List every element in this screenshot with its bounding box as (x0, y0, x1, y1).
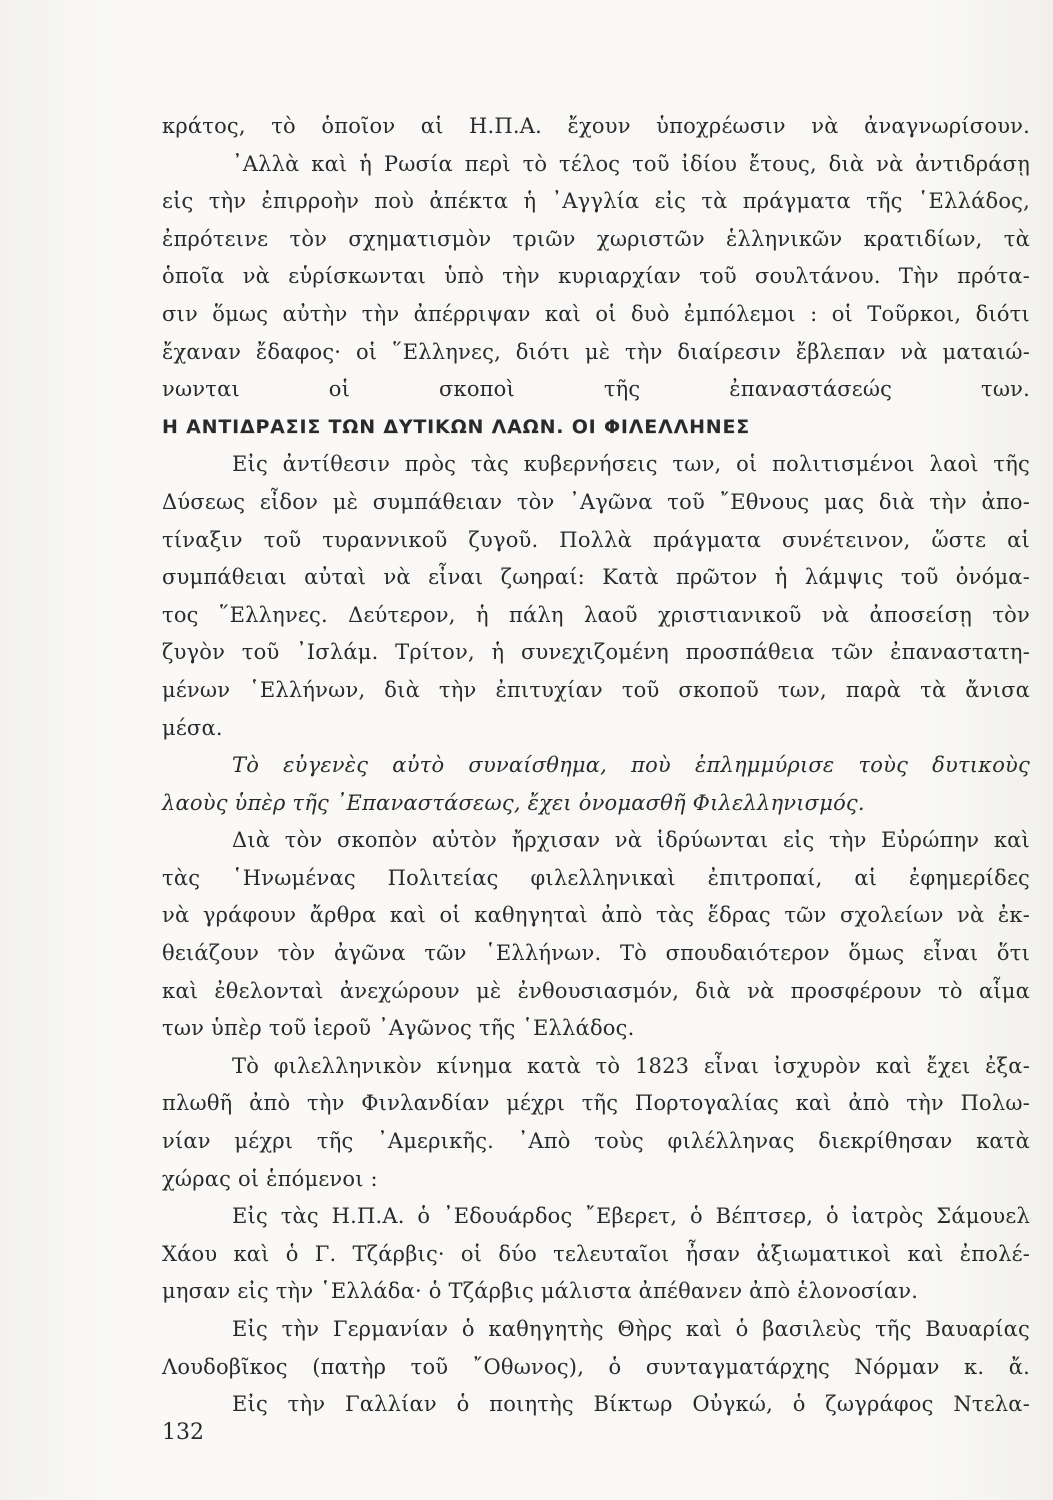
section-heading: Η ΑΝΤΙΔΡΑΣΙΣ ΤΩΝ ΔΥΤΙΚΩΝ ΛΑΩΝ. ΟΙ ΦΙΛΕΛΛΗΝΕΣ (162, 415, 751, 438)
page-number: 132 (162, 1420, 204, 1445)
text-line: λαοὺς ὑπὲρ τῆς ᾿Επαναστάσεως, ἔχει ὀνομασθῆ Φιλελληνισμός. (162, 790, 865, 815)
text-line: Δύσεως εἶδον μὲ συμπάθειαν τὸν ᾿Αγῶνα τοῦ ῎Εθνους μας διὰ τὴν ἀπο- (162, 489, 1030, 514)
text-line: εἰς τὴν ἐπιρροὴν ποὺ ἀπέκτα ἡ ᾿Αγγλία εἰς τὰ πράγματα τῆς ῾Ελλάδος, (162, 189, 1030, 214)
text-line: τίναξιν τοῦ τυραννικοῦ ζυγοῦ. Πολλὰ πράγματα συνέτεινον, ὥστε αἱ (162, 527, 1030, 552)
text-line: ὁποῖα νὰ εὑρίσκωνται ὑπὸ τὴν κυριαρχίαν τοῦ σουλτάνου. Τὴν πρότα- (162, 264, 1030, 289)
text-line: μέσα. (162, 715, 223, 740)
text-line: ζυγὸν τοῦ ᾿Ισλάμ. Τρίτον, ἡ συνεχιζομένη προσπάθεια τῶν ἐπαναστατη- (162, 640, 1030, 665)
text-line: Τὸ φιλελληνικὸν κίνημα κατὰ τὸ 1823 εἶναι ἰσχυρὸν καὶ ἔχει ἐξα- (232, 1053, 1030, 1078)
text-line: Τὸ εὐγενὲς αὐτὸ συναίσθημα, ποὺ ἐπλημμύρισε τοὺς δυτικοὺς (232, 753, 1030, 778)
text-line: ᾿Αλλὰ καὶ ἡ Ρωσία περὶ τὸ τέλος τοῦ ἰδίου ἔτους, διὰ νὰ ἀντιδράσῃ (232, 151, 1030, 176)
text-line: σιν ὅμως αὐτὴν τὴν ἀπέρριψαν καὶ οἱ δυὸ ἐμπόλεμοι : οἱ Τοῦρκοι, διότι (162, 301, 1030, 326)
text-line: ἔχαναν ἔδαφος· οἱ ῞Ελληνες, διότι μὲ τὴν διαίρεσιν ἔβλεπαν νὰ ματαιώ- (162, 339, 1030, 364)
text-line: μησαν εἰς τὴν ῾Ελλάδα· ὁ Τζάρβις μάλιστα ἀπέθανεν ἀπὸ ἑλονοσίαν. (162, 1279, 919, 1304)
text-line: μένων ῾Ελλήνων, διὰ τὴν ἐπιτυχίαν τοῦ σκοποῦ των, παρὰ τὰ ἄνισα (162, 677, 1030, 702)
text-line: νὰ γράφουν ἄρθρα καὶ οἱ καθηγηταὶ ἀπὸ τὰς ἕδρας τῶν σχολείων νὰ ἐκ- (162, 903, 1030, 928)
text-line: νωνται οἱ σκοποὶ τῆς ἐπαναστάσεώς των. (162, 377, 1030, 402)
body-text (162, 108, 1030, 1424)
text-line: καὶ ἐθελονταὶ ἀνεχώρουν μὲ ἐνθουσιασμόν, διὰ νὰ προσφέρουν τὸ αἷμα (162, 978, 1030, 1003)
text-line: τὰς ῾Ηνωμένας Πολιτείας φιλελληνικαὶ ἐπιτροπαί, αἱ ἐφημερίδες (162, 865, 1030, 890)
text-line: νίαν μέχρι τῆς ᾿Αμερικῆς. ᾿Απὸ τοὺς φιλέλληνας διεκρίθησαν κατὰ (162, 1129, 1030, 1154)
text-line: Χάου καὶ ὁ Γ. Τζάρβις· οἱ δύο τελευταῖοι ἦσαν ἀξιωματικοὶ καὶ ἐπολέ- (162, 1241, 1030, 1266)
text-line: των ὑπὲρ τοῦ ἱεροῦ ᾿Αγῶνος τῆς ῾Ελλάδος. (162, 1016, 635, 1041)
text-line: συμπάθειαι αὐταὶ νὰ εἶναι ζωηραί: Κατὰ πρῶτον ἡ λάμψις τοῦ ὀνόμα- (162, 565, 1030, 590)
text-line: Εἰς τὰς Η.Π.Α. ὁ ᾿Εδουάρδος ῎Εβερετ, ὁ Βέπτσερ, ὁ ἰατρὸς Σάμουελ (232, 1204, 1030, 1229)
text-line: κράτος, τὸ ὁποῖον αἱ Η.Π.Α. ἔχουν ὑποχρέωσιν νὰ ἀναγνωρίσουν. (162, 114, 1030, 138)
text-line: Λουδοβῖκος (πατὴρ τοῦ ῎Οθωνος), ὁ συνταγματάρχης Νόρμαν κ. ἄ. (162, 1354, 1030, 1379)
text-line: θειάζουν τὸν ἀγῶνα τῶν ῾Ελλήνων. Τὸ σπουδαιότερον ὅμως εἶναι ὅτι (162, 941, 1030, 966)
text-line: Διὰ τὸν σκοπὸν αὐτὸν ἤρχισαν νὰ ἱδρύωνται εἰς τὴν Εὐρώπην καὶ (232, 828, 1030, 853)
text-line: Εἰς ἀντίθεσιν πρὸς τὰς κυβερνήσεις των, οἱ πολιτισμένοι λαοὶ τῆς (232, 452, 1030, 477)
text-line: Εἰς τὴν Γαλλίαν ὁ ποιητὴς Βίκτωρ Οὐγκώ, ὁ ζωγράφος Ντελα- (232, 1392, 1030, 1417)
text-line: ἐπρότεινε τὸν σχηματισμὸν τριῶν χωριστῶν ἑλληνικῶν κρατιδίων, τὰ (162, 226, 1030, 251)
text-line: τος ῞Ελληνες. Δεύτερον, ἡ πάλη λαοῦ χριστιανικοῦ νὰ ἀποσείσῃ τὸν (162, 602, 1030, 627)
text-line: πλωθῆ ἀπὸ τὴν Φινλανδίαν μέχρι τῆς Πορτογαλίας καὶ ἀπὸ τὴν Πολω- (162, 1091, 1030, 1116)
text-line: χώρας οἱ ἑπόμενοι : (162, 1166, 378, 1191)
text-line: Εἰς τὴν Γερμανίαν ὁ καθηγητὴς Θὴρς καὶ ὁ βασιλεὺς τῆς Βαυαρίας (232, 1317, 1030, 1341)
